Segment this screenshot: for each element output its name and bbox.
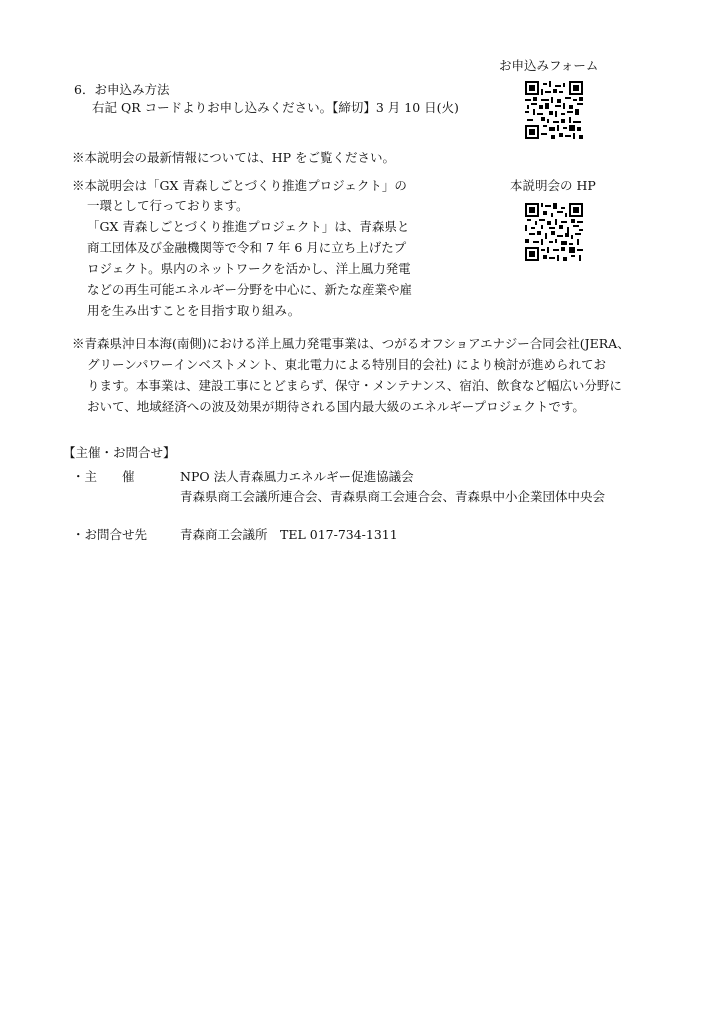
note-line: グリーンパワーインベストメント、東北電力による特別目的会社) により検討が進められてお bbox=[87, 357, 606, 372]
note-latest-info: ※本説明会の最新情報については、HP をご覧ください。 bbox=[72, 150, 396, 165]
contact-label: ・お問合せ先 bbox=[72, 527, 148, 542]
apply-form-qr-code[interactable] bbox=[525, 81, 583, 139]
qr-code-icon bbox=[525, 81, 583, 139]
apply-form-qr-label: お申込みフォーム bbox=[499, 58, 599, 73]
note-line: おいて、地域経済への波及効果が期待される国内最大級のエネルギープロジェクトです。 bbox=[87, 399, 585, 414]
note-line: 用を生み出すことを目指す取り組み。 bbox=[87, 303, 301, 318]
host-line-1: NPO 法人青森風力エネルギー促進協議会 bbox=[180, 469, 414, 484]
hp-qr-code[interactable] bbox=[525, 203, 583, 261]
qr-code-icon bbox=[525, 203, 583, 261]
note-line: ※本説明会は「GX 青森しごとづくり推進プロジェクト」の bbox=[72, 178, 407, 193]
contact-value: 青森商工会議所 TEL 017-734-1311 bbox=[180, 527, 398, 542]
host-label: ・主 催 bbox=[72, 469, 135, 484]
note-line: ります。本事業は、建設工事にとどまらず、保守・メンテナンス、宿泊、飲食など幅広い分野に bbox=[87, 378, 622, 393]
note-line: 一環として行っております。 bbox=[87, 198, 249, 213]
note-line: ロジェクト。県内のネットワークを活かし、洋上風力発電 bbox=[87, 261, 411, 276]
note-line: などの再生可能エネルギー分野を中心に、新たな産業や雇 bbox=[87, 282, 413, 297]
hp-qr-label: 本説明会の HP bbox=[510, 178, 596, 193]
note-line: 「GX 青森しごとづくり推進プロジェクト」は、青森県と bbox=[87, 219, 410, 234]
section6-heading: 6．お申込み方法 bbox=[74, 82, 170, 97]
organizer-heading: 【主催・お問合せ】 bbox=[63, 445, 176, 460]
note-line: ※青森県沖日本海(南側)における洋上風力発電事業は、つがるオフショアエナジー合同会社(JERA、 bbox=[72, 336, 630, 351]
section6-body: 右記 QR コードよりお申し込みください。【締切】3 月 10 日(火) bbox=[92, 100, 459, 115]
host-line-2: 青森県商工会議所連合会、青森県商工会連合会、青森県中小企業団体中央会 bbox=[180, 489, 606, 504]
note-line: 商工団体及び金融機関等で令和 7 年 6 月に立ち上げたプ bbox=[87, 240, 407, 255]
